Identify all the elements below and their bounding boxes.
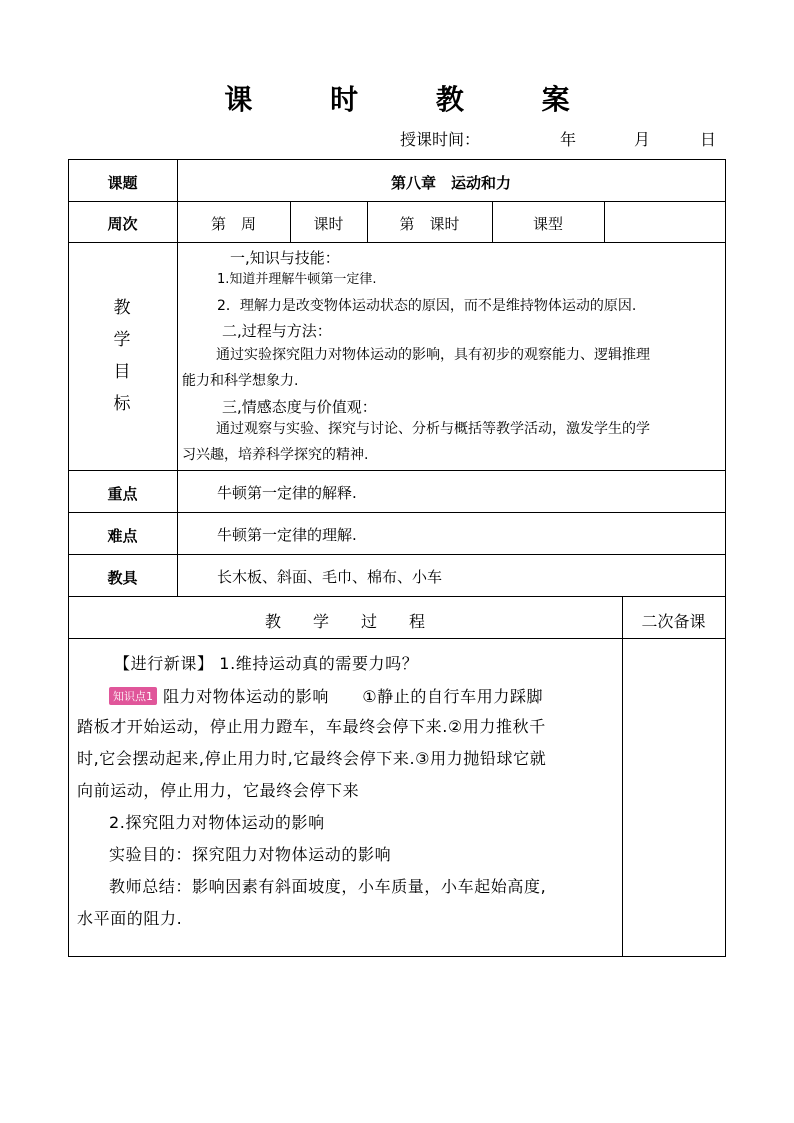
objective-item: 通过观察与实验、探究与讨论、分析与概括等教学活动，激发学生的学 <box>216 421 650 437</box>
class-time-label: 授课时间： <box>400 130 481 149</box>
objective-item: 通过实验探究阻力对物体运动的影响，具有初步的观察能力、逻辑推理 <box>216 347 650 363</box>
topic-value: 第八章 运动和力 <box>390 174 511 192</box>
objectives-label-char: 目 <box>113 362 131 382</box>
period-label: 课时 <box>313 215 344 233</box>
objective-item: 能力和科学想象力. <box>182 373 299 389</box>
objective-item: 1.知道并理解牛顿第一定律. <box>217 272 377 287</box>
year-label: 年 <box>560 130 577 149</box>
objectives-label <box>112 292 132 420</box>
process-line: 水平面的阻力. <box>77 909 183 928</box>
process-line: 踏板才开始运动，停止用力蹬车，车最终会停下来.②用力推秋千 <box>77 717 546 736</box>
document-title: 课 时 教 案 <box>224 83 604 116</box>
objective-item: 2．理解力是改变物体运动状态的原因，而不是维持物体运动的原因. <box>217 298 637 314</box>
difficulty-label: 难点 <box>107 527 138 545</box>
process-line: 时,它会摆动起来,停止用力时,它最终会停下来.③用力抛铅球它就 <box>77 749 547 768</box>
day-label: 日 <box>700 130 717 149</box>
objective-heading: 一,知识与技能： <box>230 249 340 267</box>
process-line: 2.探究阻力对物体运动的影响 <box>109 813 325 832</box>
type-label: 课型 <box>532 215 563 233</box>
week-label: 周次 <box>107 215 138 233</box>
process-line-with-badge <box>109 684 543 707</box>
process-line: 【进行新课】 1.维持运动真的需要力吗？ <box>114 654 419 673</box>
month-label: 月 <box>634 130 651 149</box>
week-value: 第 周 <box>210 215 256 233</box>
key-point-value: 牛顿第一定律的解释. <box>217 484 357 502</box>
objective-heading: 三,情感态度与价值观： <box>222 398 377 416</box>
process-line: 向前运动，停止用力，它最终会停下来 <box>77 781 360 800</box>
tools-label: 教具 <box>107 569 138 587</box>
objective-item: 习兴趣，培养科学探究的精神. <box>182 447 369 463</box>
process-line: 教师总结：影响因素有斜面坡度，小车质量，小车起始高度, <box>109 877 547 896</box>
knowledge-point-badge: 知识点1 <box>109 687 157 705</box>
objectives-label-char: 教 <box>113 298 131 318</box>
process-line: 实验目的：探究阻力对物体运动的影响 <box>109 845 392 864</box>
objectives-label-char: 学 <box>113 330 131 350</box>
process-header: 教 学 过 程 <box>264 612 425 631</box>
key-point-label: 重点 <box>107 485 138 503</box>
topic-label: 课题 <box>107 174 138 192</box>
process-line-text: 阻力对物体运动的影响 ①静止的自行车用力踩脚 <box>163 687 544 706</box>
objectives-label-char: 标 <box>113 394 131 414</box>
difficulty-value: 牛顿第一定律的理解. <box>217 526 357 544</box>
prep-header: 二次备课 <box>641 612 706 631</box>
period-value: 第 课时 <box>399 215 460 233</box>
objective-heading: 二,过程与方法： <box>222 322 332 340</box>
tools-value: 长木板、斜面、毛巾、棉布、小车 <box>217 568 443 586</box>
